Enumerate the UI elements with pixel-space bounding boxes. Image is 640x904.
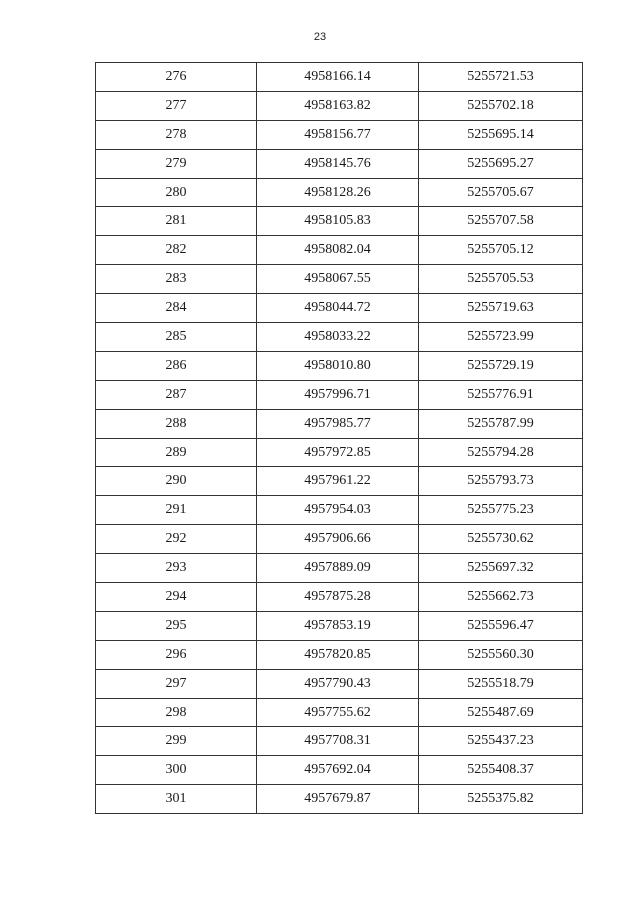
point-number-cell: 301	[96, 785, 257, 814]
x-coordinate-cell: 4957853.19	[257, 611, 419, 640]
y-coordinate-cell: 5255695.14	[419, 120, 583, 149]
x-coordinate-cell: 4957679.87	[257, 785, 419, 814]
point-number-cell: 276	[96, 63, 257, 92]
y-coordinate-cell: 5255662.73	[419, 583, 583, 612]
y-coordinate-cell: 5255437.23	[419, 727, 583, 756]
table-row	[96, 294, 583, 323]
table-row	[96, 525, 583, 554]
table-row	[96, 554, 583, 583]
x-coordinate-cell: 4957985.77	[257, 409, 419, 438]
table-row	[96, 583, 583, 612]
x-coordinate-cell: 4958145.76	[257, 149, 419, 178]
x-coordinate-cell: 4957790.43	[257, 669, 419, 698]
point-number-cell: 279	[96, 149, 257, 178]
x-coordinate-cell: 4958166.14	[257, 63, 419, 92]
y-coordinate-cell: 5255721.53	[419, 63, 583, 92]
x-coordinate-cell: 4957996.71	[257, 380, 419, 409]
table-row	[96, 640, 583, 669]
x-coordinate-cell: 4957875.28	[257, 583, 419, 612]
table-row	[96, 727, 583, 756]
table-row	[96, 236, 583, 265]
x-coordinate-cell: 4958105.83	[257, 207, 419, 236]
table-row	[96, 207, 583, 236]
x-coordinate-cell: 4957961.22	[257, 467, 419, 496]
table-row	[96, 698, 583, 727]
point-number-cell: 288	[96, 409, 257, 438]
table-row	[96, 120, 583, 149]
table-row	[96, 756, 583, 785]
table-row	[96, 178, 583, 207]
point-number-cell: 286	[96, 351, 257, 380]
page-number: 23	[313, 31, 327, 43]
point-number-cell: 296	[96, 640, 257, 669]
table-row	[96, 149, 583, 178]
coordinates-table-body	[96, 63, 583, 814]
x-coordinate-cell: 4957889.09	[257, 554, 419, 583]
table-row	[96, 409, 583, 438]
point-number-cell: 294	[96, 583, 257, 612]
x-coordinate-cell: 4958067.55	[257, 265, 419, 294]
point-number-cell: 299	[96, 727, 257, 756]
y-coordinate-cell: 5255487.69	[419, 698, 583, 727]
y-coordinate-cell: 5255730.62	[419, 525, 583, 554]
x-coordinate-cell: 4957708.31	[257, 727, 419, 756]
x-coordinate-cell: 4958128.26	[257, 178, 419, 207]
point-number-cell: 298	[96, 698, 257, 727]
y-coordinate-cell: 5255794.28	[419, 438, 583, 467]
y-coordinate-cell: 5255719.63	[419, 294, 583, 323]
y-coordinate-cell: 5255596.47	[419, 611, 583, 640]
y-coordinate-cell: 5255775.23	[419, 496, 583, 525]
coordinates-table	[95, 62, 583, 814]
table-row	[96, 669, 583, 698]
point-number-cell: 283	[96, 265, 257, 294]
point-number-cell: 300	[96, 756, 257, 785]
point-number-cell: 295	[96, 611, 257, 640]
point-number-cell: 293	[96, 554, 257, 583]
y-coordinate-cell: 5255375.82	[419, 785, 583, 814]
x-coordinate-cell: 4958033.22	[257, 323, 419, 352]
y-coordinate-cell: 5255697.32	[419, 554, 583, 583]
table-row	[96, 438, 583, 467]
y-coordinate-cell: 5255723.99	[419, 323, 583, 352]
x-coordinate-cell: 4958044.72	[257, 294, 419, 323]
point-number-cell: 287	[96, 380, 257, 409]
y-coordinate-cell: 5255787.99	[419, 409, 583, 438]
table-row	[96, 380, 583, 409]
table-row	[96, 496, 583, 525]
table-row	[96, 265, 583, 294]
y-coordinate-cell: 5255705.53	[419, 265, 583, 294]
x-coordinate-cell: 4958163.82	[257, 91, 419, 120]
point-number-cell: 284	[96, 294, 257, 323]
point-number-cell: 281	[96, 207, 257, 236]
point-number-cell: 280	[96, 178, 257, 207]
table-row	[96, 91, 583, 120]
table-row	[96, 467, 583, 496]
point-number-cell: 282	[96, 236, 257, 265]
x-coordinate-cell: 4957972.85	[257, 438, 419, 467]
y-coordinate-cell: 5255705.67	[419, 178, 583, 207]
point-number-cell: 285	[96, 323, 257, 352]
x-coordinate-cell: 4957820.85	[257, 640, 419, 669]
x-coordinate-cell: 4958156.77	[257, 120, 419, 149]
table-row	[96, 611, 583, 640]
point-number-cell: 292	[96, 525, 257, 554]
x-coordinate-cell: 4957692.04	[257, 756, 419, 785]
x-coordinate-cell: 4957906.66	[257, 525, 419, 554]
x-coordinate-cell: 4958010.80	[257, 351, 419, 380]
y-coordinate-cell: 5255776.91	[419, 380, 583, 409]
y-coordinate-cell: 5255705.12	[419, 236, 583, 265]
y-coordinate-cell: 5255560.30	[419, 640, 583, 669]
table-row	[96, 785, 583, 814]
y-coordinate-cell: 5255702.18	[419, 91, 583, 120]
point-number-cell: 278	[96, 120, 257, 149]
table-row	[96, 351, 583, 380]
y-coordinate-cell: 5255793.73	[419, 467, 583, 496]
table-row	[96, 323, 583, 352]
y-coordinate-cell: 5255518.79	[419, 669, 583, 698]
x-coordinate-cell: 4958082.04	[257, 236, 419, 265]
y-coordinate-cell: 5255707.58	[419, 207, 583, 236]
point-number-cell: 277	[96, 91, 257, 120]
table-row	[96, 63, 583, 92]
point-number-cell: 297	[96, 669, 257, 698]
x-coordinate-cell: 4957755.62	[257, 698, 419, 727]
y-coordinate-cell: 5255408.37	[419, 756, 583, 785]
x-coordinate-cell: 4957954.03	[257, 496, 419, 525]
point-number-cell: 291	[96, 496, 257, 525]
point-number-cell: 290	[96, 467, 257, 496]
y-coordinate-cell: 5255695.27	[419, 149, 583, 178]
y-coordinate-cell: 5255729.19	[419, 351, 583, 380]
point-number-cell: 289	[96, 438, 257, 467]
